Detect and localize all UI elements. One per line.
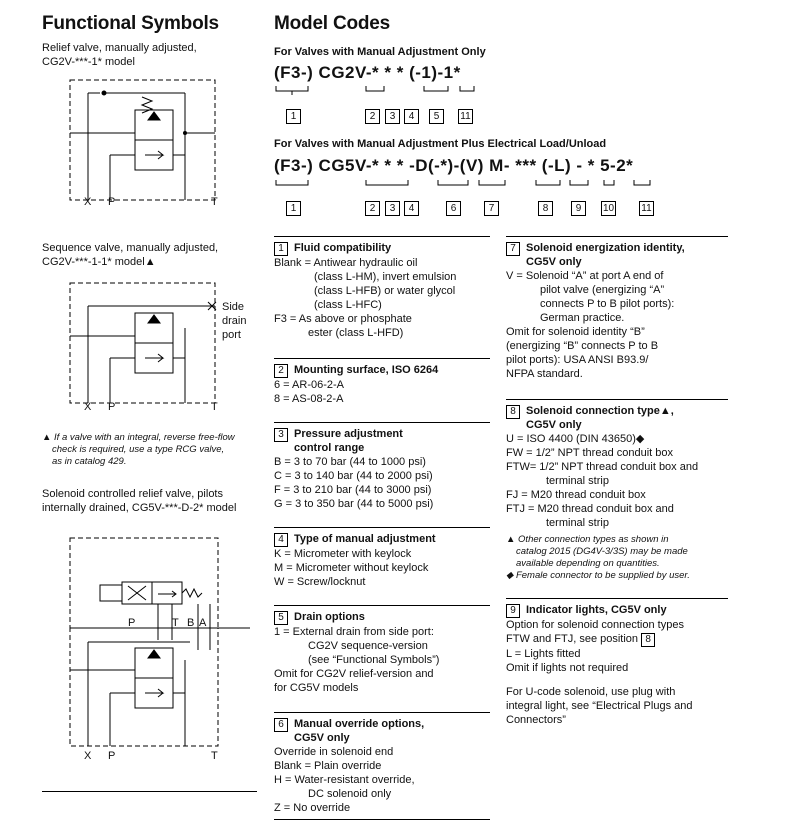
port-x-label: X <box>84 196 92 208</box>
port-x-label-3: X <box>84 750 92 762</box>
code2-brackets <box>274 178 674 200</box>
port-p-label-3: P <box>128 617 136 629</box>
port-a-label: A <box>199 617 207 629</box>
section-indicator-lights: 9 Indicator lights, CG5V only Option for solenoid connection types FTW and FTJ, see position 8 L = Lights fitted Omit if lights not required For U-code solenoid, use plug with integral light, see “Electrical Plugs and Connectors” <box>506 598 728 727</box>
code2-pos-2: 2 <box>365 201 380 216</box>
section-drain-options: 5 Drain options 1 = External drain from side port: CG2V sequence-version (see “Functional Symbols”) Omit for CG2V relief-version and for CG5V models <box>274 605 490 695</box>
port-p-label: P <box>108 196 116 208</box>
port-t-label-2: T <box>211 401 218 413</box>
code1-brackets <box>274 84 494 106</box>
position-ref-box: 8 <box>641 633 655 647</box>
relief-valve-caption: Relief valve, manually adjusted, CG2V-***-1* model <box>42 42 197 68</box>
section-solenoid-energization: 7 Solenoid energization identity, CG5V only V = Solenoid “A” at port A end of pilot valve (energizing “A” connects P to B pilot ports): German practice. Omit for solenoid identity “B” (energizing “B” connects P to B pilot ports): USA ANSI B93.9/ NFPA standard. <box>506 236 728 381</box>
section-solenoid-connection: 8 Solenoid connection type▲, CG5V only U = ISO 4400 (DIN 43650)◆ FW = 1/2” NPT thread conduit box FTW= 1/2” NPT thread conduit box and terminal strip FJ = M20 thread conduit box FTJ = M20 thread conduit box and terminal strip ▲ Other connection types as shown in catalog 2015 (DG4V-3/3S) may be made available depending on quantities. ◆ Female connector to be supplied by user. <box>506 399 728 582</box>
model-code-cg5v: (F3-) CG5V-* * * -D(-*)-(V) M- *** (-L) - * 5-2* <box>274 156 634 175</box>
subtitle-electrical: For Valves with Manual Adjustment Plus Electrical Load/Unload <box>274 138 607 150</box>
code2-pos-6: 6 <box>446 201 461 216</box>
section-manual-adjustment: 4 Type of manual adjustment K = Micrometer with keylock M = Micrometer without keylock W = Screw/locknut <box>274 527 490 589</box>
sequence-valve-symbol <box>60 278 240 413</box>
code2-pos-8: 8 <box>538 201 553 216</box>
sequence-valve-caption: Sequence valve, manually adjusted, CG2V-***-1-1* model▲ <box>42 242 219 268</box>
footnote-reverse-check: ▲ If a valve with an integral, reverse free-flow check is required, use a type RCG valve, as in catalog 429. <box>42 432 235 467</box>
functional-symbols-title: Functional Symbols <box>42 13 219 34</box>
section-pressure-range: 3 Pressure adjustment control range B = 3 to 70 bar (44 to 1000 psi) C = 3 to 140 bar (44 to 2000 psi) F = 3 to 210 bar (44 to 3000 psi) G = 3 to 350 bar (44 to 5000 psi) <box>274 422 490 511</box>
code2-pos-4: 4 <box>404 201 419 216</box>
code1-pos-2: 2 <box>365 109 380 124</box>
model-code-cg2v: (F3-) CG2V-* * * (-1)-1* <box>274 63 461 82</box>
left-bottom-rule <box>42 791 257 792</box>
port-p-label-4: P <box>108 750 116 762</box>
relief-valve-symbol <box>60 75 240 215</box>
code1-pos-1: 1 <box>286 109 301 124</box>
section-manual-override: 6 Manual override options, CG5V only Override in solenoid end Blank = Plain override H = Water-resistant override, DC solenoid only Z = No override <box>274 712 490 820</box>
subtitle-manual: For Valves with Manual Adjustment Only <box>274 46 486 58</box>
code2-pos-11: 11 <box>639 201 654 216</box>
port-b-label: B <box>187 617 195 629</box>
solenoid-relief-valve-symbol <box>60 530 250 760</box>
section-mounting-surface: 2 Mounting surface, ISO 6264 6 = AR-06-2-A 8 = AS-08-2-A <box>274 358 490 406</box>
code2-pos-10: 10 <box>602 203 615 214</box>
code2-pos-1: 1 <box>286 201 301 216</box>
code2-pos-9: 9 <box>571 201 586 216</box>
solenoid-valve-caption: Solenoid controlled relief valve, pilots internally drained, CG5V-***-D-2* model <box>42 488 237 514</box>
code2-pos-7: 7 <box>484 201 499 216</box>
code2-pos-3: 3 <box>385 201 400 216</box>
model-codes-title: Model Codes <box>274 13 391 34</box>
port-p-label-2: P <box>108 401 116 413</box>
code1-pos-3: 3 <box>385 109 400 124</box>
code1-pos-4: 4 <box>404 109 419 124</box>
section-fluid-compatibility: 1 Fluid compatibility Blank = Antiwear hydraulic oil (class L-HM), invert emulsion (class L-HFB) or water glycol (class L-HFC) F3 = As above or phosphate ester (class L-HFD) <box>274 236 490 340</box>
port-x-label-2: X <box>84 401 92 413</box>
port-t-label-4: T <box>211 750 218 762</box>
port-t-label: T <box>211 196 218 208</box>
side-drain-label: Side drain port <box>222 301 247 341</box>
port-t-label-3: T <box>172 617 179 629</box>
code1-pos-5: 5 <box>429 109 444 124</box>
code1-pos-11: 11 <box>458 109 473 124</box>
